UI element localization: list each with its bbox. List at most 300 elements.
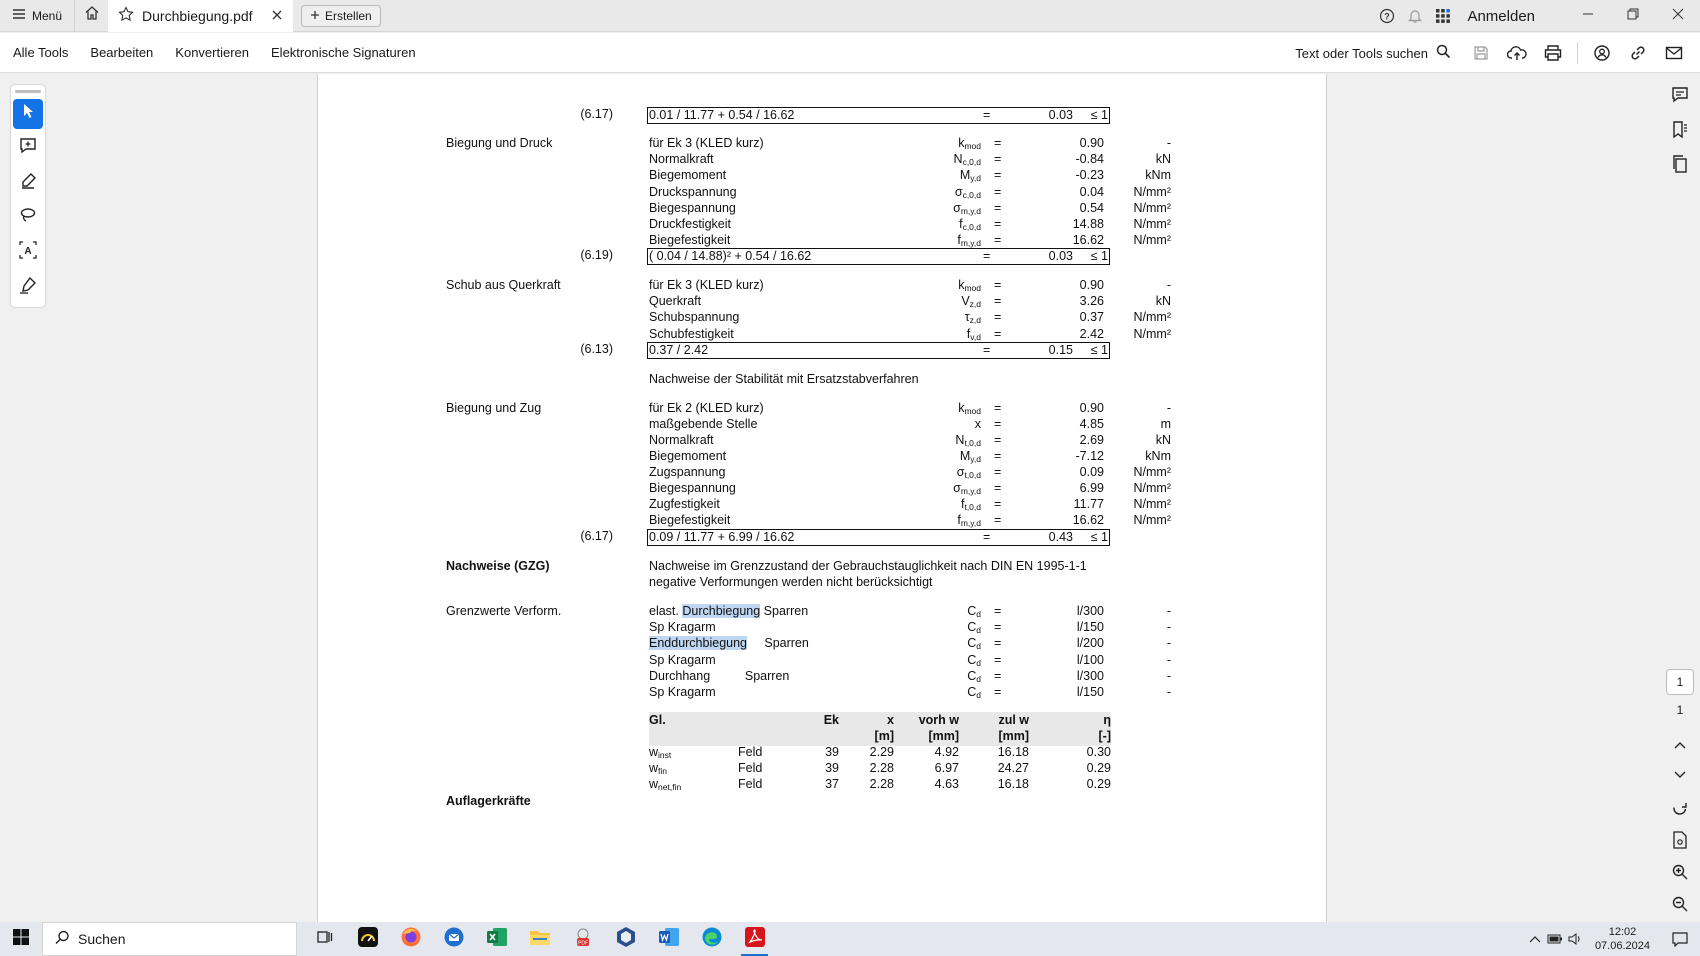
result-limit: ≤ 1 [1090,343,1108,357]
table-row [318,745,1327,762]
clock-time: 12:02 [1608,926,1637,938]
limit-value: l/300 [1076,668,1104,683]
symbol-subscript: c,0,d [962,189,981,200]
search-icon [1436,44,1451,62]
help-icon[interactable] [1373,0,1401,32]
result-limit: ≤ 1 [1090,108,1108,122]
parameter-row [318,185,1327,202]
equation-number: (6.19) [580,248,613,262]
feld-cell: Feld [738,745,763,759]
tab-title: Durchbiegung.pdf [142,7,253,24]
create-button[interactable] [301,5,381,27]
parameter-label: Biegemoment [649,168,727,183]
limit-label-part: Durchhang Sparren [649,668,790,683]
parameter-symbol [878,327,981,342]
save-icon[interactable] [1463,33,1499,73]
parameter-symbol [878,417,981,432]
symbol-subscript: c,0,d [962,222,981,232]
select-tool[interactable] [13,99,43,129]
limit-label [649,685,716,699]
symbol-subscript: mod [964,406,981,416]
symbol-main: V [961,294,970,309]
result-value: 0.43 [1048,530,1073,544]
taskbar-app-edge[interactable] [690,922,733,956]
equals-sign: = [994,401,1002,415]
parameter-unit: N/mm² [1133,217,1171,231]
symbol-subscript: d [976,690,981,700]
pages-icon[interactable] [1668,152,1692,176]
parameter-unit: N/mm² [1133,465,1171,479]
signature-pen-icon [19,276,37,299]
comment-tool[interactable] [13,134,43,164]
parameter-unit: m [1160,417,1171,431]
thunderbird-icon [443,926,465,953]
task-view-button[interactable] [303,922,346,956]
vorh-w-cell: 6.97 [934,761,959,776]
tools-search[interactable] [1295,44,1451,62]
limit-unit: - [1166,604,1171,618]
limit-value: l/100 [1076,652,1104,667]
result-expression: ( 0.04 / 14.88)² + 0.54 / 16.62 [649,249,812,263]
svg-text:PDF: PDF [577,940,588,946]
tray-overflow-icon[interactable] [1525,922,1545,956]
parameter-row [318,401,1327,418]
result-box [647,342,1110,359]
result-value: 0.15 [1048,343,1073,357]
column-unit: [mm] [928,729,959,743]
note-row [318,372,1327,389]
equals-sign: = [994,233,1002,248]
parameter-unit: kNm [1145,449,1171,463]
page-settings-icon[interactable] [1668,828,1692,852]
parameter-row [318,217,1327,234]
symbol-subscript: m,y,d [960,205,981,216]
limit-label-part: Sparren [747,636,809,651]
limit-label [649,653,716,667]
parameter-unit: N/mm² [1133,184,1171,199]
equals-sign: = [994,217,1002,231]
symbol-subscript: inst [658,750,672,760]
parameter-symbol [878,481,981,496]
parameter-value: -0.84 [1075,152,1104,167]
taskbar-app-speed[interactable] [346,922,389,956]
symbol-main: f [960,497,965,511]
parameter-unit: kN [1155,294,1171,309]
column-unit: [m] [874,729,894,743]
equals-sign: = [994,668,1002,683]
parameter-value: 16.62 [1072,513,1104,527]
equals-sign: = [994,604,1002,618]
equals-sign: = [994,465,1002,479]
equals-sign: = [994,433,1002,447]
result-limit: ≤ 1 [1090,249,1108,263]
equation-number: (6.17) [580,529,613,543]
limit-unit: - [1166,636,1171,651]
limit-label [649,636,809,650]
apps-grid-icon[interactable] [1429,0,1457,32]
parameter-label: Zugfestigkeit [649,497,720,511]
symbol-subscript: y,d [970,454,981,464]
parameter-label: Biegefestigkeit [649,513,731,527]
symbol-subscript: v,d [970,331,981,342]
parameter-row [318,310,1327,327]
vorh-w-cell: 4.92 [934,745,959,759]
symbol-subscript: t,0,d [964,470,981,480]
stability-note: Nachweise der Stabilität mit Ersatzstabverfahren [649,372,919,386]
parameter-symbol [878,513,981,528]
close-icon [1672,7,1684,25]
limit-row [318,604,1327,621]
result-expression: 0.01 / 11.77 + 0.54 / 16.62 [649,108,795,122]
edge-icon [701,926,723,953]
menu-convert[interactable]: Konvertieren [175,45,250,60]
parameter-value: -0.23 [1075,168,1104,183]
parameter-unit: N/mm² [1133,497,1171,511]
sign-tool[interactable] [13,272,43,302]
limit-unit: - [1166,685,1171,699]
parameter-symbol [878,310,981,325]
volume-icon[interactable] [1565,922,1585,956]
restore-button[interactable] [1610,0,1655,32]
parameter-unit: kNm [1145,168,1171,183]
x-cell: 2.29 [869,745,894,759]
parameter-label: Biegespannung [649,200,736,215]
deflection-symbol [649,761,667,776]
section-title: Biegung und Druck [446,136,553,150]
limit-symbol [878,636,981,651]
result-limit: ≤ 1 [1090,530,1108,544]
equals-sign: = [994,310,1002,325]
title-bar [0,0,1700,32]
hexagon-app-icon [615,926,637,953]
chevron-down-icon[interactable] [1668,763,1692,787]
equals-sign: = [994,136,1002,150]
speedometer-app-icon [357,926,379,953]
battery-icon[interactable] [1545,922,1565,956]
menu-button[interactable] [0,0,74,32]
parameter-row [318,152,1327,169]
parameter-value: 0.54 [1079,200,1104,215]
home-icon [84,5,100,26]
parameter-unit: N/mm² [1133,310,1171,325]
parameter-label: Querkraft [649,294,702,309]
parameter-value: 0.09 [1079,465,1104,479]
parameter-value: 0.90 [1079,278,1104,292]
cloud-upload-icon[interactable] [1499,33,1535,73]
parameter-row [318,417,1327,434]
lasso-icon [19,206,37,229]
symbol-main: f [959,217,963,231]
close-window-button[interactable] [1655,0,1700,32]
minimize-icon [1582,7,1594,25]
symbol-subscript: d [976,609,981,619]
result-value: 0.03 [1048,249,1073,263]
column-unit: [mm] [998,729,1029,743]
pen-icon [19,172,37,195]
document-viewport[interactable] [56,74,1645,922]
equals-sign: = [994,417,1002,431]
parameter-symbol [878,152,981,167]
menu-e-signatures[interactable]: Elektronische Signaturen [271,45,416,60]
taskbar-app-thunderbird[interactable] [432,922,475,956]
start-button[interactable] [0,922,42,956]
equals-sign: = [994,200,1002,215]
parameter-label: Biegefestigkeit [649,233,731,248]
print-icon[interactable] [1535,33,1571,73]
table-row [318,777,1327,794]
create-label: Erstellen [325,8,372,23]
comments-panel-icon[interactable] [1668,83,1692,107]
equals-sign: = [994,152,1002,167]
eta-cell: 0.30 [1086,745,1111,759]
limit-label-part: Sp Kragarm [649,620,716,635]
deflection-symbol [649,777,681,792]
limit-value: l/150 [1076,685,1104,699]
symbol-subscript: z,d [969,315,981,326]
taskbar-app-explorer[interactable] [518,922,561,956]
chevron-up-icon[interactable] [1668,733,1692,757]
parameter-symbol [878,185,981,200]
plus-icon [310,9,320,23]
symbol-main: f [957,233,961,248]
symbol-main: σ [954,184,963,199]
limit-unit: - [1166,652,1171,667]
parameter-value: 14.88 [1072,217,1104,231]
taskbar-search-placeholder: Suchen [78,931,126,947]
deflection-header-row [318,713,1327,730]
eta-cell: 0.29 [1086,761,1111,776]
result-box [647,248,1110,265]
limit-label-part: Sp Kragarm [649,685,716,699]
deflection-units-row [318,729,1327,746]
parameter-symbol [878,233,981,248]
acrobat-icon [744,926,766,953]
section-heading-row [318,794,1327,811]
column-header: zul w [998,713,1029,727]
refresh-icon[interactable] [1668,797,1692,821]
parameter-label: Biegemoment [649,449,727,463]
symbol-main: τ [964,310,970,325]
equation-number: (6.17) [580,107,613,121]
parameter-value: 3.26 [1079,294,1104,309]
parameter-value: 2.42 [1079,326,1104,341]
star-icon[interactable] [118,6,134,25]
page-count: 1 [1676,703,1684,717]
parameter-label: für Ek 3 (KLED kurz) [649,136,764,150]
parameter-row [318,201,1327,218]
signin-button[interactable]: Anmelden [1467,7,1535,25]
parameter-value: 0.04 [1079,184,1104,199]
bookmark-icon[interactable] [1668,118,1692,142]
symbol-subscript: t,0,d [964,502,981,512]
taskbar-app-acrobat[interactable] [733,922,776,956]
search-icon [55,930,70,948]
symbol-main: w [649,761,659,776]
symbol-subscript: d [976,657,981,668]
symbol-main: M [959,449,971,463]
parameter-row [318,278,1327,295]
section-title-cut: Auflagerkräfte [446,794,531,808]
limit-row [318,669,1327,686]
zul-w-cell: 16.18 [997,777,1029,792]
limit-label-part: Sp Kragarm [649,652,716,667]
close-tab-icon[interactable] [271,8,283,24]
folder-icon [529,926,551,953]
parameter-unit: N/mm² [1133,481,1171,495]
svg-text:?: ? [1384,11,1391,22]
comment-add-icon [19,137,37,160]
column-header: x [887,713,894,727]
x-cell: 2.28 [869,777,894,792]
equals-sign: = [994,652,1002,667]
limit-row [318,653,1327,670]
result-equals: = [983,530,991,544]
minimize-button[interactable] [1565,0,1610,32]
parameter-unit: N/mm² [1133,326,1171,341]
link-icon[interactable] [1620,33,1656,73]
limit-label [649,620,716,634]
feld-cell: Feld [738,761,763,776]
menu-label: Menü [32,8,63,23]
equation-number: (6.13) [580,342,613,356]
taskbar-app-excel[interactable] [475,922,518,956]
bell-icon[interactable] [1401,0,1429,32]
word-icon [658,926,680,953]
parameter-unit: N/mm² [1133,233,1171,248]
menu-edit[interactable]: Bearbeiten [90,45,154,60]
search-highlight: Enddurchbiegung [649,636,747,651]
taskbar-app-shield[interactable] [604,922,647,956]
ek-cell: 39 [825,761,839,776]
taskbar-search[interactable] [42,922,297,956]
panel-grip[interactable] [15,90,41,93]
equals-sign: = [994,294,1002,309]
limit-value: l/300 [1076,604,1104,618]
parameter-row [318,294,1327,311]
share-user-icon[interactable] [1584,33,1620,73]
symbol-main: σ [953,481,961,495]
result-value: 0.03 [1048,108,1073,122]
column-unit: [-] [1098,729,1111,743]
limit-row [318,636,1327,653]
home-button[interactable] [74,0,108,32]
parameter-value: 2.69 [1079,433,1104,447]
parameter-row [318,449,1327,466]
taskbar-app-word[interactable] [647,922,690,956]
text-select-tool[interactable] [13,238,43,268]
symbol-subscript: m,y,d [960,518,981,528]
equals-sign: = [994,636,1002,651]
pdf-page [317,74,1327,922]
section-heading-row [318,559,1327,576]
column-header: Ek [823,713,839,727]
limit-unit: - [1166,668,1171,683]
notification-center-icon[interactable] [1660,922,1700,956]
limit-row [318,620,1327,637]
current-page-input[interactable]: 1 [1666,669,1694,695]
symbol-subscript: d [976,673,981,684]
parameter-symbol [878,449,981,464]
symbol-subscript: y,d [970,173,981,184]
taskbar-app-pdf24[interactable] [561,922,604,956]
symbol-subscript: fin [658,766,668,777]
limit-symbol [878,685,981,700]
result-equals: = [983,108,991,122]
symbol-main: k [958,278,965,292]
limit-symbol [878,620,981,635]
main-toolbar [0,33,1700,73]
parameter-symbol [878,217,981,232]
highlight-tool[interactable] [13,168,43,198]
lasso-tool[interactable] [13,203,43,233]
quick-tools-panel [10,84,46,308]
symbol-main: f [957,513,961,527]
equals-sign: = [994,497,1002,511]
parameter-symbol [878,401,981,416]
parameter-label: Druckfestigkeit [649,217,731,231]
symbol-main: k [958,401,965,415]
parameter-value: 4.85 [1079,417,1104,431]
symbol-subscript: d [976,641,981,652]
limit-label-part: Sparren [760,604,809,618]
parameter-label: Schubfestigkeit [649,326,734,341]
symbol-main: w [649,777,659,792]
zoom-in-icon[interactable] [1668,860,1692,884]
taskbar [0,922,1700,956]
parameter-label: für Ek 3 (KLED kurz) [649,278,764,292]
symbol-main: C [967,620,977,635]
symbol-main: x [974,417,981,431]
symbol-subscript: net,fin [658,782,682,793]
symbol-main: C [967,604,977,618]
parameter-value: 0.90 [1079,401,1104,415]
parameter-label: Schubspannung [649,310,740,325]
zul-w-cell: 24.27 [997,761,1029,776]
menu-all-tools[interactable]: Alle Tools [13,45,69,60]
zoom-out-icon[interactable] [1668,892,1692,916]
limit-symbol [878,604,981,619]
limit-unit: - [1166,620,1171,635]
clock[interactable] [1595,925,1650,953]
section-title: Grenzwerte Verform. [446,604,562,618]
parameter-label: für Ek 2 (KLED kurz) [649,401,764,415]
parameter-unit: - [1166,136,1171,150]
symbol-subscript: z,d [969,299,981,310]
parameter-row [318,513,1327,530]
result-expression: 0.09 / 11.77 + 6.99 / 16.62 [649,530,795,544]
column-header: Gl. [649,713,666,727]
email-icon[interactable] [1656,33,1692,73]
parameter-value: 11.77 [1073,497,1104,511]
parameter-unit: N/mm² [1133,513,1171,527]
limit-symbol [878,669,981,684]
cursor-icon [21,103,35,124]
limit-label [649,669,789,683]
parameter-label: Zugspannung [649,465,726,479]
hamburger-icon [12,8,26,23]
parameter-row [318,433,1327,450]
parameter-value: 6.99 [1079,481,1104,495]
parameter-symbol [878,465,981,480]
parameter-label: maßgebende Stelle [649,417,758,431]
symbol-subscript: mod [964,141,981,151]
symbol-subscript: c,0,d [962,157,981,168]
document-tab[interactable] [108,0,293,32]
tools-search-label: Text oder Tools suchen [1295,45,1428,61]
taskbar-app-firefox[interactable] [389,922,432,956]
symbol-main: C [967,685,977,699]
table-row [318,761,1327,778]
